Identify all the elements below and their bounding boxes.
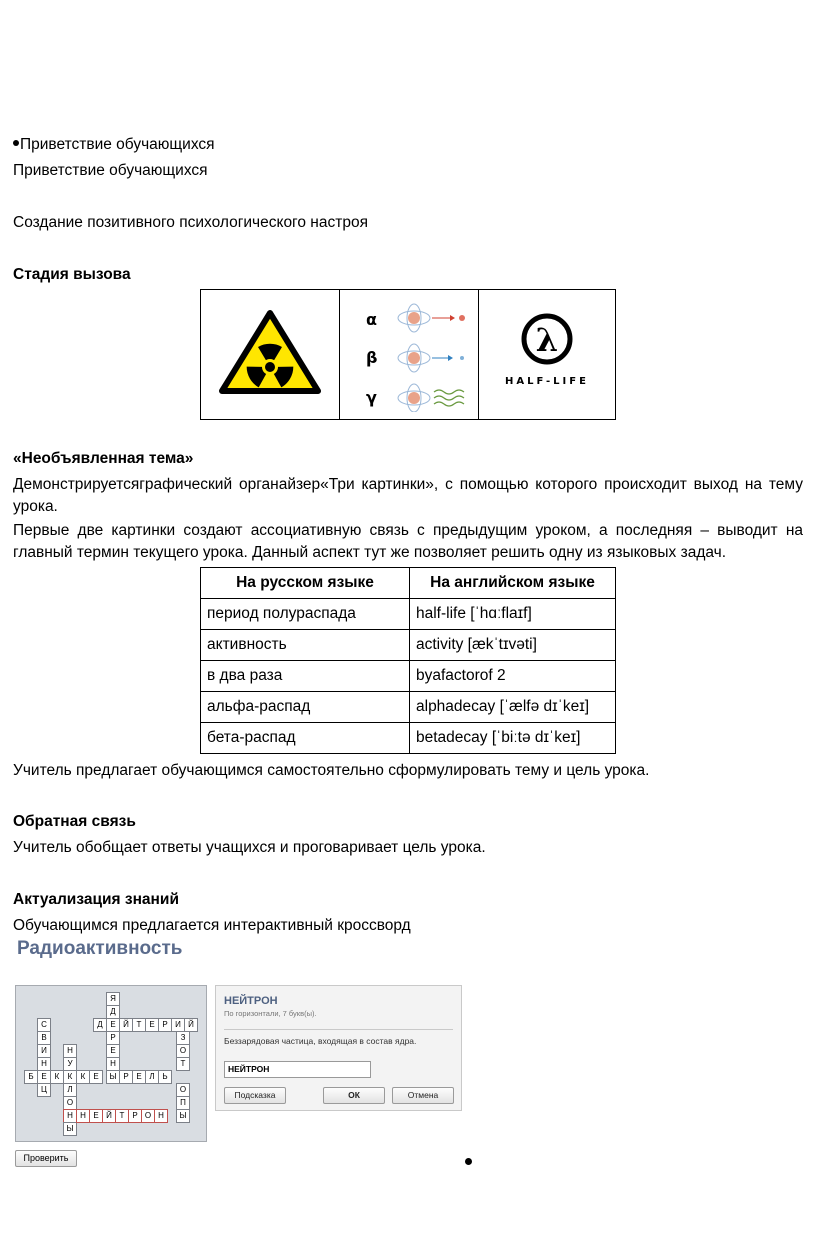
- crossword-cell[interactable]: Е: [145, 1018, 159, 1032]
- crossword-clue-dialog: [215, 985, 462, 1111]
- beta-atom-icon: [398, 344, 464, 372]
- cell-english: activity [ækˈtɪvəti]: [410, 630, 616, 661]
- half-life-logo-text: HALF-LIFE: [505, 376, 589, 387]
- crossword-cell[interactable]: Ы: [63, 1122, 77, 1136]
- crossword-cell[interactable]: Л: [63, 1083, 77, 1097]
- crossword-cell[interactable]: С: [37, 1018, 51, 1032]
- unannounced-topic-heading: «Необъявленная тема»: [13, 450, 194, 467]
- cell-russian: в два раза: [201, 661, 410, 692]
- crossword-cell[interactable]: К: [50, 1070, 64, 1084]
- crossword-title: Радиоактивность: [17, 938, 183, 959]
- gamma-atom-icon: [398, 384, 464, 412]
- cell-russian: бета-распад: [201, 723, 410, 754]
- crossword-cell[interactable]: Ы: [176, 1109, 190, 1123]
- check-button[interactable]: Проверить: [15, 1150, 77, 1167]
- ok-button[interactable]: ОК: [323, 1087, 385, 1104]
- paragraph-organizer: Демонстрируетсяграфический органайзер«Три картинки», с помощью которого происходит выход на тему урока.: [13, 476, 803, 515]
- crossword-cell[interactable]: Е: [37, 1070, 51, 1084]
- table-row: [201, 630, 616, 661]
- clue-direction: По горизонтали, 7 букв(ы).: [224, 1009, 317, 1018]
- cell-english: byafactorof 2: [410, 661, 616, 692]
- crossword-cell[interactable]: Т: [115, 1109, 129, 1123]
- crossword-cell[interactable]: Н: [76, 1109, 90, 1123]
- positive-mood-text: Создание позитивного психологического настроя: [13, 214, 368, 231]
- cell-english: half-life [ˈhɑːflaɪf]: [410, 599, 616, 630]
- crossword-cell[interactable]: В: [37, 1031, 51, 1045]
- feedback-heading: Обратная связь: [13, 813, 136, 830]
- crossword-cell[interactable]: Т: [176, 1057, 190, 1071]
- bullet-icon: [465, 1158, 472, 1165]
- radiation-warning-icon: [218, 309, 322, 395]
- actualization-text: Обучающимся предлагается интерактивный кроссворд: [13, 917, 411, 934]
- stage-challenge-heading: Стадия вызова: [13, 266, 131, 283]
- cell-russian: альфа-распад: [201, 692, 410, 723]
- crossword-cell[interactable]: Н: [154, 1109, 168, 1123]
- clue-word: НЕЙТРОН: [224, 995, 278, 1007]
- three-pictures-table: [200, 289, 616, 420]
- crossword-cell[interactable]: О: [141, 1109, 155, 1123]
- crossword-cell[interactable]: К: [76, 1070, 90, 1084]
- bullet-greeting: Приветствие обучающихся: [13, 135, 215, 155]
- crossword-cell[interactable]: Р: [128, 1109, 142, 1123]
- half-life-cell: [479, 290, 616, 420]
- cell-russian: период полураспада: [201, 599, 410, 630]
- hint-button[interactable]: Подсказка: [224, 1087, 286, 1104]
- crossword-cell[interactable]: Е: [106, 1018, 120, 1032]
- cell-english: alphadecay [ˈælfə dɪˈkeɪ]: [410, 692, 616, 723]
- dialog-divider: [224, 1029, 453, 1030]
- decay-types-cell: [340, 290, 479, 420]
- crossword-cell[interactable]: Л: [145, 1070, 159, 1084]
- crossword-cell[interactable]: Й: [102, 1109, 116, 1123]
- bullet-icon: [13, 140, 19, 146]
- half-life-lambda-logo: [492, 312, 602, 392]
- header-english: На английском языке: [410, 568, 616, 599]
- crossword-cell[interactable]: О: [63, 1096, 77, 1110]
- crossword-cell[interactable]: Р: [119, 1070, 133, 1084]
- clue-text: Беззарядовая частица, входящая в состав ядра.: [224, 1036, 417, 1046]
- beta-symbol: β: [366, 348, 378, 367]
- crossword-cell[interactable]: Н: [63, 1044, 77, 1058]
- decay-types-diagram: [344, 292, 474, 412]
- crossword-cell[interactable]: Н: [106, 1057, 120, 1071]
- teacher-offer-text: Учитель предлагает обучающимся самостоятельно сформулировать тему и цель урока.: [13, 762, 650, 779]
- cell-english: betadecay [ˈbiːtə dɪˈkeɪ]: [410, 723, 616, 754]
- cell-russian: активность: [201, 630, 410, 661]
- crossword-cell[interactable]: Е: [132, 1070, 146, 1084]
- actualization-heading: Актуализация знаний: [13, 891, 179, 908]
- crossword-cell[interactable]: Ь: [158, 1070, 172, 1084]
- vocabulary-table: [200, 567, 616, 754]
- crossword-cell[interactable]: Ц: [37, 1083, 51, 1097]
- crossword-cell[interactable]: О: [176, 1083, 190, 1097]
- crossword-cell[interactable]: Р: [106, 1031, 120, 1045]
- cancel-button[interactable]: Отмена: [392, 1087, 454, 1104]
- crossword-cell[interactable]: Т: [132, 1018, 146, 1032]
- header-russian: На русском языке: [201, 568, 410, 599]
- radiation-warning-cell: [201, 290, 340, 420]
- crossword-cell[interactable]: Н: [37, 1057, 51, 1071]
- alpha-atom-icon: [398, 304, 465, 332]
- alpha-symbol: α: [366, 310, 377, 329]
- crossword-cell[interactable]: Н: [63, 1109, 77, 1123]
- table-row: [201, 692, 616, 723]
- crossword-cell[interactable]: Б: [24, 1070, 38, 1084]
- gamma-symbol: γ: [366, 388, 377, 407]
- crossword-cell[interactable]: И: [171, 1018, 185, 1032]
- feedback-text: Учитель обобщает ответы учащихся и проговаривает цель урока.: [13, 839, 486, 856]
- crossword-cell[interactable]: У: [63, 1057, 77, 1071]
- paragraph-association: Первые две картинки создают ассоциативную связь с предыдущим уроком, а последняя – выводит на главный термин текущего урока. Данный аспект тут же позволяет решить одну из языковых задач.: [13, 522, 803, 561]
- greeting-text: Приветствие обучающихся: [13, 162, 208, 179]
- answer-input[interactable]: НЕЙТРОН: [224, 1061, 371, 1078]
- crossword-cell[interactable]: Е: [89, 1070, 103, 1084]
- crossword-cell[interactable]: Р: [158, 1018, 172, 1032]
- svg-text:λ: λ: [535, 321, 559, 359]
- crossword-cell[interactable]: З: [176, 1031, 190, 1045]
- table-row: [201, 723, 616, 754]
- crossword-cell[interactable]: Д: [106, 1005, 120, 1019]
- crossword-cell[interactable]: И: [37, 1044, 51, 1058]
- crossword-cell[interactable]: Й: [184, 1018, 198, 1032]
- crossword-cell[interactable]: Я: [106, 992, 120, 1006]
- crossword-cell[interactable]: Е: [89, 1109, 103, 1123]
- table-row: [201, 661, 616, 692]
- crossword-grid[interactable]: [15, 985, 207, 1142]
- crossword-cell[interactable]: О: [176, 1044, 190, 1058]
- table-header-row: [201, 568, 616, 599]
- crossword-cell[interactable]: Ы: [106, 1070, 120, 1084]
- crossword-cell[interactable]: К: [63, 1070, 77, 1084]
- crossword-cell[interactable]: Д: [93, 1018, 107, 1032]
- table-row: [201, 599, 616, 630]
- crossword-cell[interactable]: П: [176, 1096, 190, 1110]
- crossword-cell[interactable]: Е: [106, 1044, 120, 1058]
- crossword-cell[interactable]: Й: [119, 1018, 133, 1032]
